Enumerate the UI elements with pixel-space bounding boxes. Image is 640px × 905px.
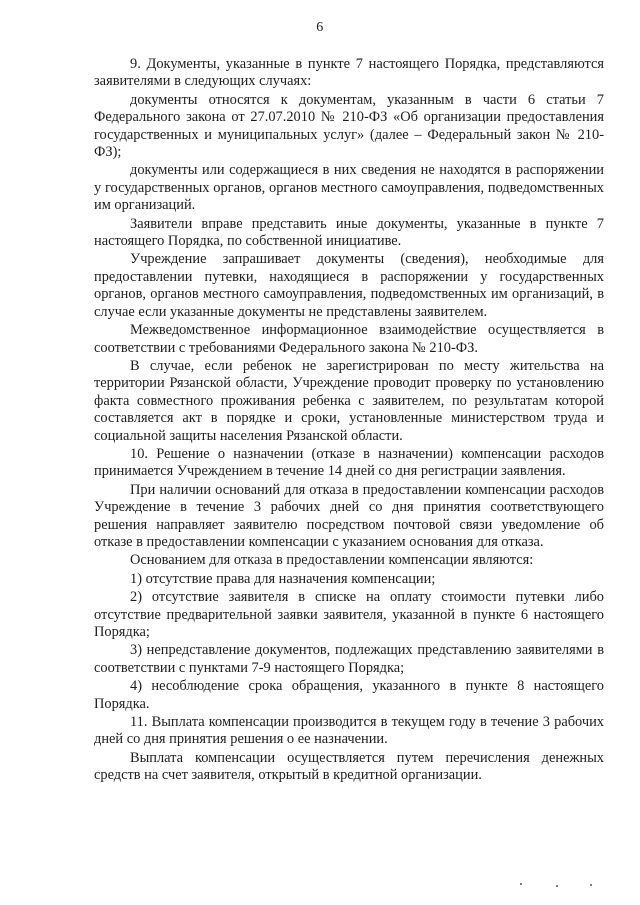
scan-speck [520,883,522,885]
paragraph-refusal-grounds-intro: Основанием для отказа в предоставлении компенсации являются: [130,552,534,569]
document-body [94,56,604,785]
paragraph-11-payment: 11. Выплата компенсации производится в текущем году в течение 3 рабочих дней со дня принятия решения о ее назначении. [94,714,604,748]
list-item-ground-4: 4) несоблюдение срока обращения, указанного в пункте 8 настоящего Порядка. [94,678,604,712]
paragraph-interagency-interaction: Межведомственное информационное взаимодействие осуществляется в соответствии с требованиями Федерального закона № 210-ФЗ. [94,322,604,356]
paragraph-9-case-1: документы относятся к документам, указанным в части 6 статьи 7 Федерального закона от 27.07.2010 № 210-ФЗ «Об организации предоставления государственных и муниципальных услуг» (далее – Федеральный закон № 210-ФЗ); [94,91,604,161]
paragraph-residence-check: В случае, если ребенок не зарегистрирован по месту жительства на территории Рязанской области, Учреждение проводит проверку по установлению факта совместного проживания ребенка с заявителем, по результатам которой составляется акт в порядке и сроки, установленные министерством труда и социальной защиты населения Рязанской области. [94,357,604,444]
list-item-ground-3: 3) непредставление документов, подлежащих представлению заявителями в соответствии с пунктами 7-9 настоящего Порядка; [94,642,604,676]
paragraph-10-decision: 10. Решение о назначении (отказе в назначении) компенсации расходов принимается Учреждением в течение 14 дней со дня регистрации заявления. [94,445,604,480]
page-number: 6 [316,20,324,35]
scan-speck [590,884,592,886]
paragraph-institution-request: Учреждение запрашивает документы (сведения), необходимые для предоставлении путевки, находящиеся в распоряжении у государственных органов, органов местного самоуправления, подведомственных им организаций, в случае если указанные документы не представлены заявителем. [94,251,604,320]
paragraph-payment-method: Выплата компенсации осуществляется путем перечисления денежных средств на счет заявителя, открытый в кредитной организации. [94,749,604,784]
paragraph-9-intro: 9. Документы, указанные в пункте 7 настоящего Порядка, представляются заявителями в следующих случаях: [94,56,604,90]
paragraph-own-initiative: Заявители вправе представить иные документы, указанные в пункте 7 настоящего Порядка, по собственной инициативе. [94,215,604,250]
paragraph-9-case-2: документы или содержащиеся в них сведения не находятся в распоряжении у государственных органов, органов местного самоуправления, подведомственных им организаций. [94,162,604,214]
scan-speck [556,885,558,887]
list-item-ground-2: 2) отсутствие заявителя в списке на оплату стоимости путевки либо отсутствие предварительной заявки заявителя, указанной в пункте 6 настоящего Порядка; [94,589,604,640]
list-item-ground-1: 1) отсутствие права для назначения компенсации; [130,570,436,587]
paragraph-refusal-notice: При наличии оснований для отказа в предоставлении компенсации расходов Учреждение в течение 3 рабочих дней со дня принятия соответствующего решения направляет заявителю посредством почтовой связи уведомление об отказе в предоставлении компенсации с указанием основания для отказа. [94,481,604,550]
